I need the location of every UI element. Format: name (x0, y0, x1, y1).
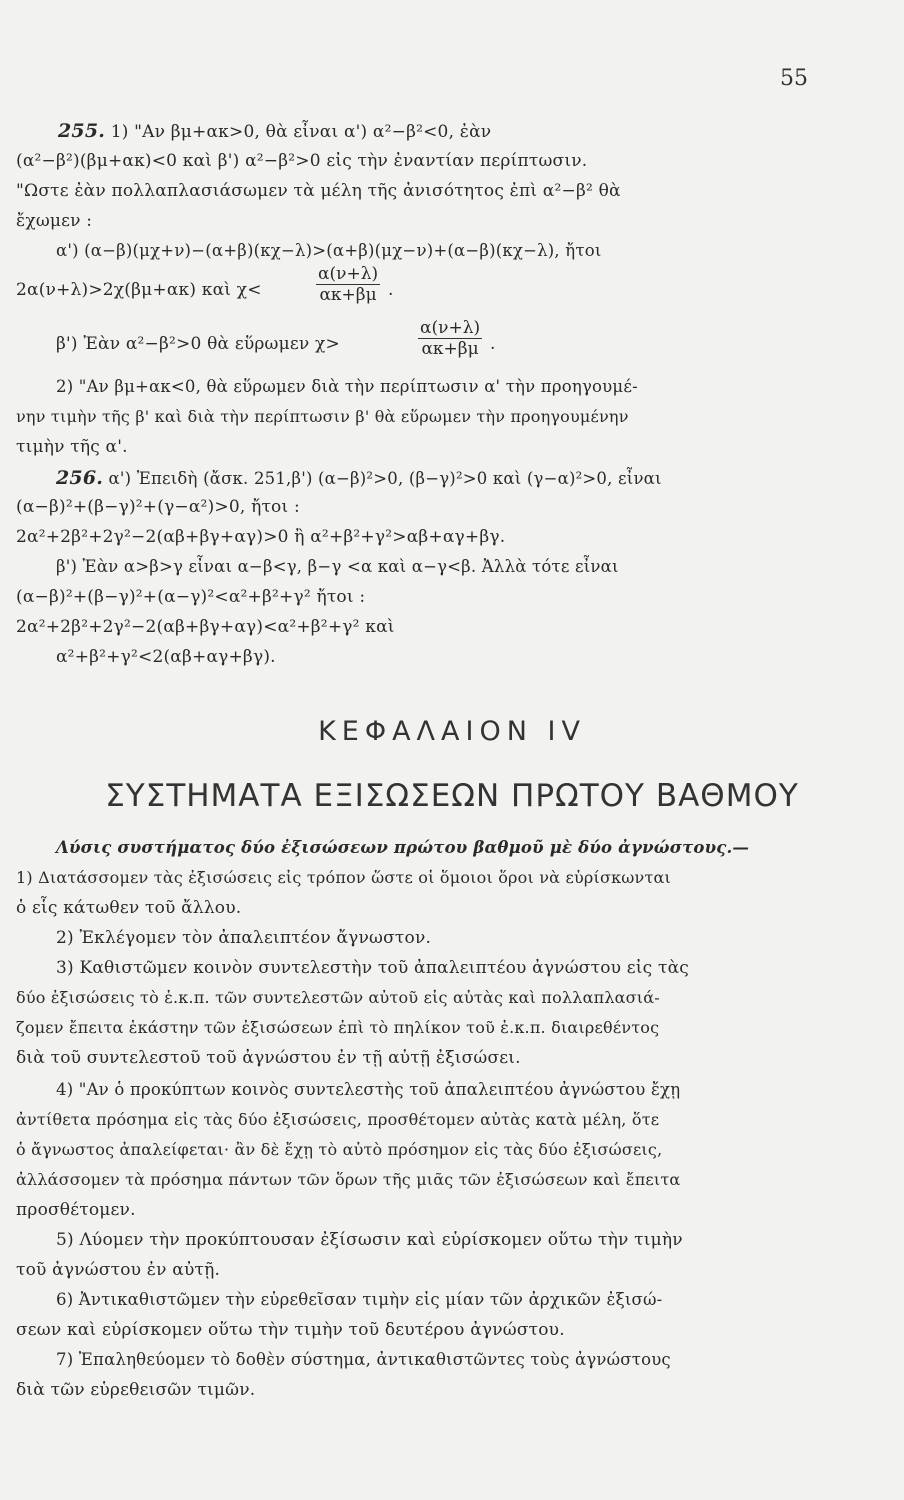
fraction-2-denominator: ακ+βμ (421, 339, 479, 359)
section-line-4: 3) Καθιστῶμεν κοινὸν συντελεστὴν τοῦ ἀπαλειπτέου ἀγνώστου εἰς τὰς (56, 958, 689, 978)
fraction-2-numerator: α(ν+λ) (420, 318, 481, 338)
problem-256-line-2: (α−β)²+(β−γ)²+(γ−α²)>0, ἤτοι : (16, 497, 300, 517)
section-line-14: τοῦ ἀγνώστου ἐν αὐτῇ. (16, 1260, 221, 1280)
problem-256-line-1 (56, 467, 662, 489)
section-line-17: 7) Ἐπαληθεύομεν τὸ δοθὲν σύστημα, ἀντικαθιστῶντες τοὺς ἀγνώστους (56, 1350, 671, 1369)
problem-255-line-8: 2) "Αν βμ+ακ<0, θὰ εὕρωμεν διὰ τὴν περίπτωσιν α' τὴν προηγουμέ- (56, 377, 638, 396)
problem-256-line-6: 2α²+2β²+2γ²−2(αβ+βγ+αγ)<α²+β²+γ² καὶ (16, 617, 395, 637)
fraction-2 (418, 318, 482, 359)
section-line-6: ζομεν ἔπειτα ἑκάστην τῶν ἐξισώσεων ἐπὶ τὸ πηλίκον τοῦ ἐ.κ.π. διαιρεθέντος (16, 1018, 660, 1037)
problem-number-255: 255. (58, 120, 106, 142)
problem-255-line-4: ἔχωμεν : (16, 211, 93, 231)
problem-255-line-10: τιμὴν τῆς α'. (16, 437, 128, 457)
problem-255-line-7: β') Ἐὰν α²−β²>0 θὰ εὕρωμεν χ> (56, 334, 340, 354)
fraction-1-end: . (388, 280, 394, 300)
problem-256-line-5: (α−β)²+(β−γ)²+(α−γ)²<α²+β²+γ² ἤτοι : (16, 587, 366, 607)
section-line-11: ἀλλάσσομεν τὰ πρόσημα πάντων τῶν ὅρων τῆς μιᾶς τῶν ἐξισώσεων καὶ ἔπειτα (16, 1170, 681, 1189)
fraction-1-numerator: α(ν+λ) (318, 264, 379, 284)
fraction-1-denominator: ακ+βμ (319, 285, 377, 305)
section-line-18: διὰ τῶν εὑρεθεισῶν τιμῶν. (16, 1380, 256, 1400)
problem-255-line-3: "Ωστε ἐὰν πολλαπλασιάσωμεν τὰ μέλη τῆς ἀνισότητος ἐπὶ α²−β² θὰ (16, 181, 621, 201)
section-line-9: ἀντίθετα πρόσημα εἰς τὰς δύο ἐξισώσεις, προσθέτομεν αὐτὰς κατὰ μέλη, ὅτε (16, 1110, 660, 1129)
problem-255-line-6: 2α(ν+λ)>2χ(βμ+ακ) καὶ χ< (16, 280, 262, 300)
section-line-12: προσθέτομεν. (16, 1200, 136, 1220)
fraction-2-end: . (490, 334, 496, 354)
chapter-title: ΣΥΣΤΗΜΑΤΑ ΕΞΙΣΩΣΕΩΝ ΠΡΩΤΟΥ ΒΑΘΜΟΥ (105, 778, 799, 814)
problem-256-line-4: β') Ἐὰν α>β>γ εἶναι α−β<γ, β−γ <α καὶ α−γ<β. Ἀλλὰ τότε εἶναι (56, 557, 619, 576)
section-line-5: δύο ἐξισώσεις τὸ ἐ.κ.π. τῶν συντελεστῶν αὐτοῦ εἰς αὐτὰς καὶ πολλαπλασιά- (16, 988, 660, 1007)
problem-255-line-1 (58, 120, 491, 142)
problem-256-line-7: α²+β²+γ²<2(αβ+αγ+βγ). (56, 647, 276, 667)
section-line-15: 6) Ἀντικαθιστῶμεν τὴν εὑρεθεῖσαν τιμὴν εἰς μίαν τῶν ἀρχικῶν ἐξισώ- (56, 1290, 663, 1309)
problem-number-256: 256. (56, 467, 104, 489)
section-line-13: 5) Λύομεν τὴν προκύπτουσαν ἐξίσωσιν καὶ εὑρίσκομεν οὕτω τὴν τιμὴν (56, 1230, 683, 1250)
section-line-1: 1) Διατάσσομεν τὰς ἐξισώσεις εἰς τρόπον ὥστε οἱ ὅμοιοι ὅροι νὰ εὑρίσκωνται (16, 868, 671, 887)
chapter-label: ΚΕΦΑΛΑΙΟΝ IV (318, 716, 586, 747)
page-number: 55 (780, 66, 808, 91)
section-line-16: σεων καὶ εὑρίσκομεν οὕτω τὴν τιμὴν τοῦ δευτέρου ἀγνώστου. (16, 1320, 565, 1340)
section-line-8: 4) "Αν ὁ προκύπτων κοινὸς συντελεστὴς τοῦ ἀπαλειπτέου ἀγνώστου ἔχῃ (56, 1080, 681, 1099)
problem-255-line-2: (α²−β²)(βμ+ακ)<0 καὶ β') α²−β²>0 εἰς τὴν ἐναντίαν περίπτωσιν. (16, 151, 588, 171)
problem-255-line-5: α') (α−β)(μχ+ν)−(α+β)(κχ−λ)>(α+β)(μχ−ν)+(α−β)(κχ−λ), ἤτοι (56, 241, 602, 260)
problem-255-line-9: νην τιμὴν τῆς β' καὶ διὰ τὴν περίπτωσιν β' θὰ εὕρωμεν τὴν προηγουμένην (16, 407, 629, 426)
section-heading: Λύσις συστήματος δύο ἐξισώσεων πρώτου βαθμοῦ μὲ δύο ἀγνώστους.— (56, 838, 750, 857)
section-line-2: ὁ εἷς κάτωθεν τοῦ ἄλλου. (16, 898, 242, 918)
text: α') Ἐπειδὴ (ἄσκ. 251,β') (α−β)²>0, (β−γ)²>0 καὶ (γ−α)²>0, εἶναι (108, 469, 662, 488)
fraction-1 (316, 264, 380, 305)
section-line-10: ὁ ἄγνωστος ἀπαλείφεται· ἂν δὲ ἔχῃ τὸ αὐτὸ πρόσημον εἰς τὰς δύο ἐξισώσεις, (16, 1140, 663, 1159)
section-line-3: 2) Ἐκλέγομεν τὸν ἀπαλειπτέον ἄγνωστον. (56, 928, 432, 948)
section-line-7: διὰ τοῦ συντελεστοῦ τοῦ ἀγνώστου ἐν τῇ αὐτῇ ἐξισώσει. (16, 1048, 521, 1068)
text: 1) "Αν βμ+ακ>0, θὰ εἶναι α') α²−β²<0, ἐὰν (110, 122, 492, 142)
problem-256-line-3: 2α²+2β²+2γ²−2(αβ+βγ+αγ)>0 ἢ α²+β²+γ²>αβ+αγ+βγ. (16, 527, 506, 547)
